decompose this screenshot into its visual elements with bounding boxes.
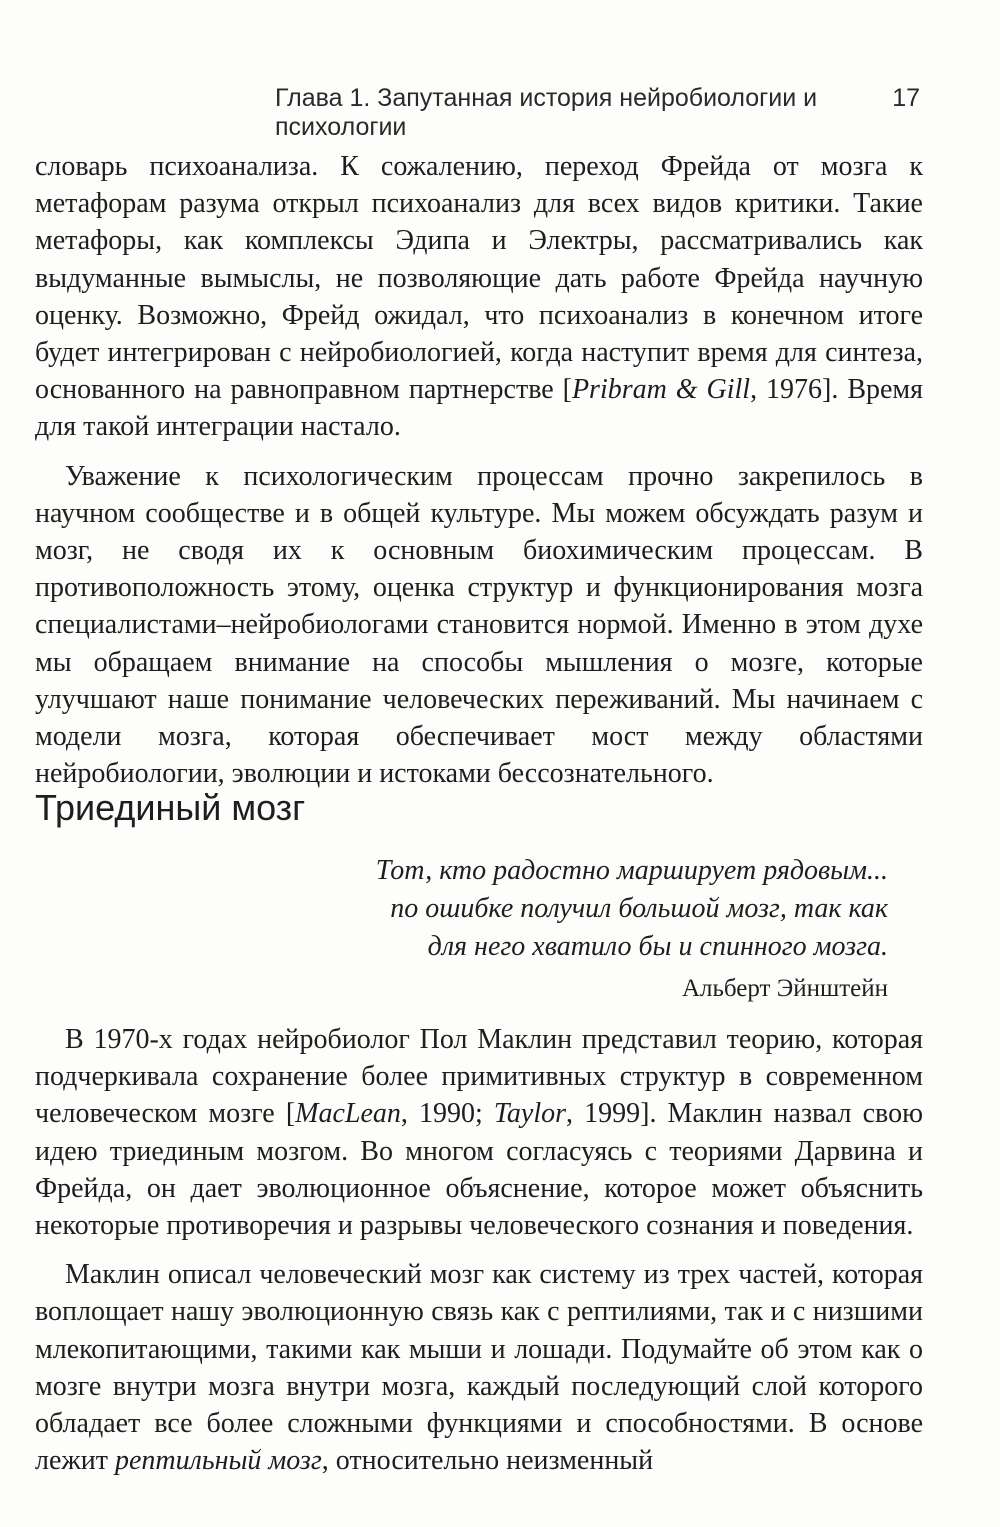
- paragraph: [35, 1021, 923, 1244]
- citation: Taylor: [493, 1098, 567, 1130]
- paragraph: [35, 1256, 923, 1479]
- section-heading: Триединый мозг: [35, 787, 306, 828]
- paragraph-text: , 1999]. Маклин назвал свою идею триединым мозгом. Во многом согласуясь с теориями Дарвина и Фрейда, он дает эволюционное объяснение, которое может объяснить некоторые противоречия и разрывы человеческого сознания и поведения.: [35, 1098, 923, 1242]
- paragraph-text: , относительно неизменный: [321, 1445, 654, 1477]
- paragraph-text: , 1976]. Время для такой интеграции настало.: [35, 374, 924, 443]
- page-number: 17: [892, 84, 920, 112]
- running-header: [275, 84, 920, 142]
- paragraph: [35, 148, 923, 446]
- epigraph-line: Тот, кто радостно марширует рядовым...: [375, 855, 888, 886]
- epigraph-line: для него хватило бы и спинного мозга.: [427, 931, 888, 962]
- paragraph-text: , 1990;: [400, 1098, 494, 1130]
- epigraph: [268, 852, 888, 1008]
- citation: MacLean: [295, 1098, 401, 1130]
- italic-term: рептильный мозг: [114, 1445, 322, 1477]
- section-triune-text: [35, 1021, 923, 1491]
- citation: Pribram & Gill: [571, 374, 751, 406]
- paragraph-text: Маклин описал человеческий мозг как систему из трех частей, которая воплощает нашу эволюционную связь как с рептилиями, так и с низшими млекопитающими, такими как мыши и лошади. Подумайте об этом как о мозге внутри мозга внутри мозга, каждый последующий слой которого обладает все более сложными функциями и способностями. В основе лежит: [35, 1259, 923, 1477]
- epigraph-author: Альберт Эйнштейн: [681, 975, 888, 1002]
- section-intro-text: [35, 148, 923, 804]
- paragraph-text: В 1970-х годах нейробиолог Пол Маклин представил теорию, которая подчеркивала сохранение более примитивных структур в современном человеческом мозге [: [35, 1024, 923, 1130]
- paragraph-text: словарь психоанализа. К сожалению, переход Фрейда от мозга к метафорам разума открыл психоанализ для всех видов критики. Такие метафоры, как комплексы Эдипа и Электры, рассматривались как выдуманные вымыслы, не позволяющие дать работе Фрейда научную оценку. Возможно, Фрейд ожидал, что психоанализ в конечном итоге будет интегрирован с нейробиологией, когда наступит время для синтеза, основанного на равноправном партнерстве [: [35, 151, 923, 406]
- chapter-title: Глава 1. Запутанная история нейробиологии и психологии: [275, 84, 818, 141]
- epigraph-line: по ошибке получил большой мозг, так как: [390, 893, 888, 924]
- paragraph: Уважение к психологическим процессам прочно закрепилось в научном сообществе и в общей культуре. Мы можем обсуждать разум и мозг, не сводя их к основным биохимическим процессам. В противоположность этому, оценка структур и функционирования мозга специалистами–нейробиологами становится нормой. Именно в этом духе мы обращаем внимание на способы мышления о мозге, которые улучшают наше понимание человеческих переживаний. Мы начинаем с модели мозга, которая обеспечивает мост между областями нейробиологии, эволюции и истоками бессознательного.: [35, 460, 923, 790]
